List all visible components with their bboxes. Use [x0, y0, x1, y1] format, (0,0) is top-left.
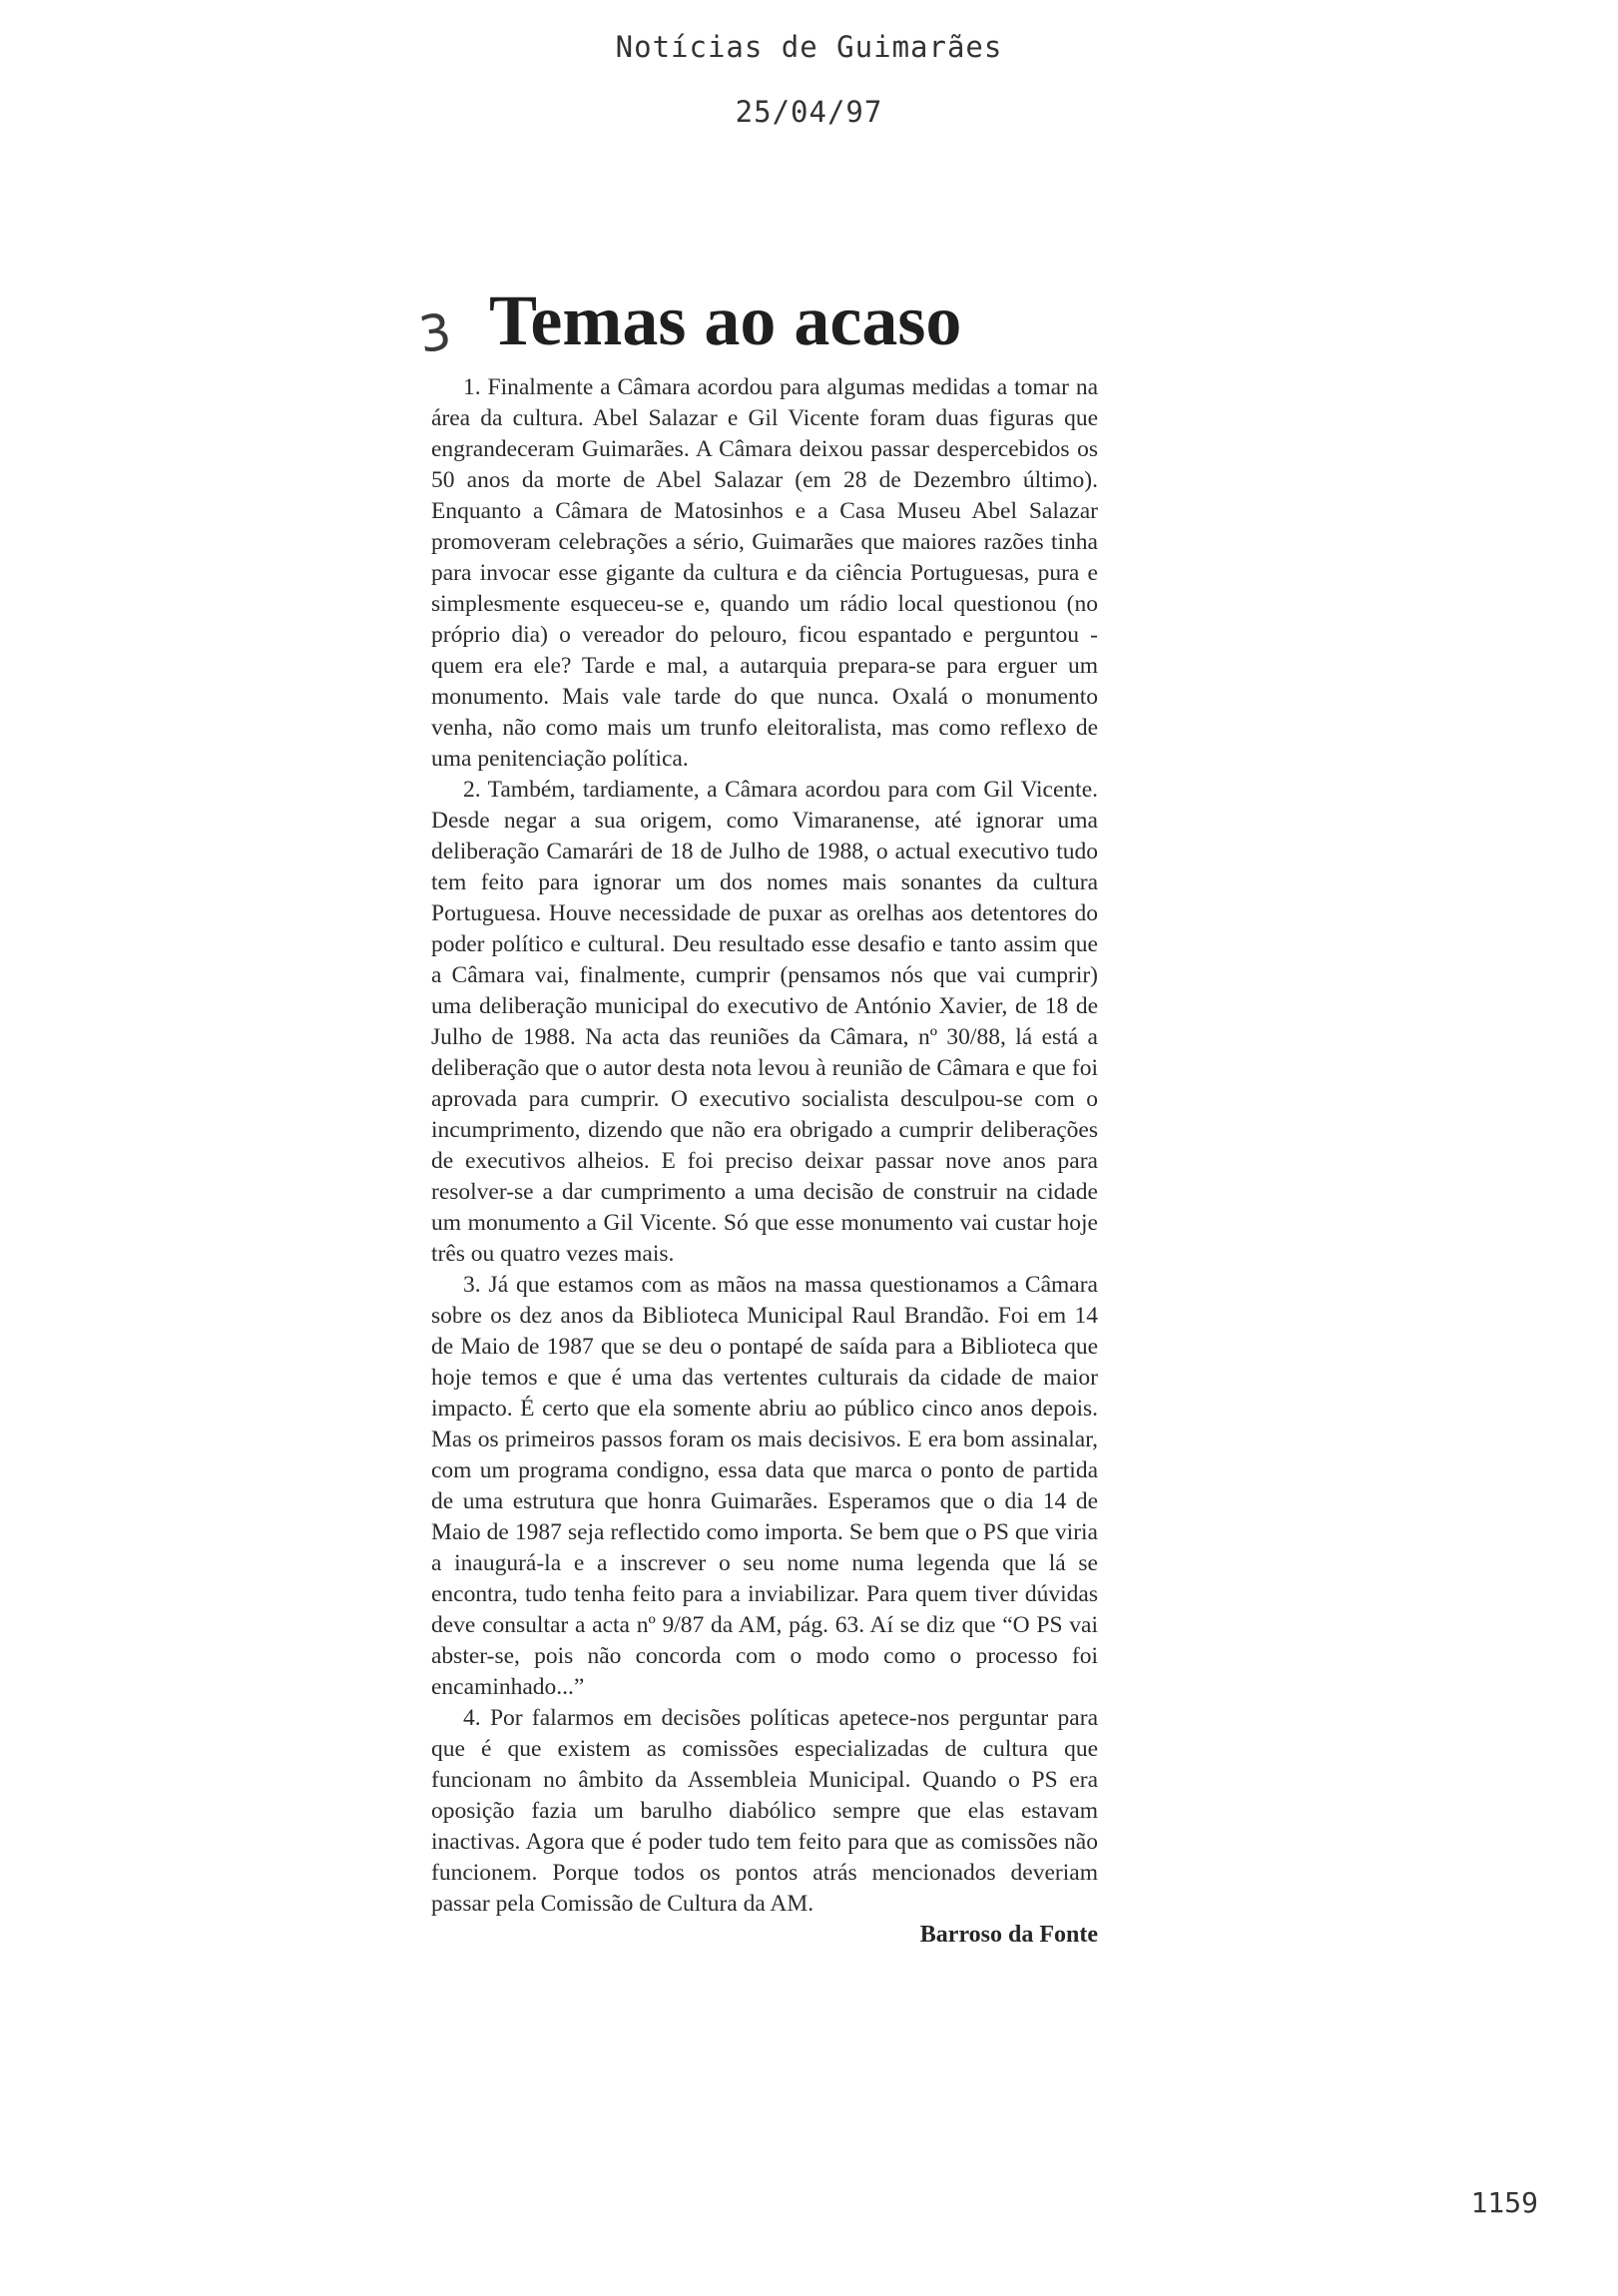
- article-title: Temas ao acaso: [489, 281, 962, 360]
- page-number: 1159: [1470, 2186, 1538, 2219]
- article-paragraph-4: 4. Por falarmos em decisões políticas apetece-nos perguntar para que é que existem as comissões especializadas de cultura que funcionam no âmbito da Assembleia Municipal. Quando o PS era oposição fazia um barulho diabólico sempre que elas estavam inactivas. Agora que é poder tudo tem feito para que as comissões não funcionem. Porque todos os pontos atrás mencionados deveriam passar pela Comissão de Cultura da AM.: [431, 1705, 1098, 1917]
- article-paragraph-2: 2. Também, tardiamente, a Câmara acordou para com Gil Vicente. Desde negar a sua origem, como Vimaranense, até ignorar uma deliberação Camarári de 18 de Julho de 1988, o actual executivo tudo tem feito para ignorar um dos nomes mais sonantes da cultura Portuguesa. Houve necessidade de puxar as orelhas aos detentores do poder político e cultural. Deu resultado esse desafio e tanto assim que a Câmara vai, finalmente, cumprir (pensamos nós que vai cumprir) uma deliberação municipal do executivo de António Xavier, de 18 de Julho de 1988. Na acta das reuniões da Câmara, nº 30/88, lá está a deliberação que o autor desta nota levou à reunião de Câmara e que foi aprovada para cumprir. O executivo socialista desculpou-se com o incumprimento, dizendo que não era obrigado a cumprir deliberações de executivos alheios. E foi preciso deixar passar nove anos para resolver-se a dar cumprimento a uma decisão de construir na cidade um monumento a Gil Vicente. Só que esse monumento vai custar hoje três ou quatro vezes mais.: [431, 777, 1098, 1267]
- publication-date: 25/04/97: [735, 95, 883, 129]
- article-paragraph-3: 3. Já que estamos com as mãos na massa questionamos a Câmara sobre os dez anos da Biblioteca Municipal Raul Brandão. Foi em 14 de Maio de 1987 que se deu o pontapé de saída para a Biblioteca que hoje temos e que é uma das vertentes culturais da cidade de maior impacto. É certo que ela somente abriu ao público cinco anos depois. Mas os primeiros passos foram os mais decisivos. E era bom assinalar, com um programa condigno, essa data que marca o ponto de partida de uma estrutura que honra Guimarães. Esperamos que o dia 14 de Maio de 1987 seja reflectido como importa. Se bem que o PS que viria a inaugurá-la e a inscrever o seu nome numa legenda que lá se encontra, tudo tenha feito para a inviabilizar. Para quem tiver dúvidas deve consultar a acta nº 9/87 da AM, pág. 63. Aí se diz que “O PS vai abster-se, pois não concorda com o modo como o processo foi encaminhado...”: [431, 1272, 1098, 1700]
- article-paragraph-1: 1. Finalmente a Câmara acordou para algumas medidas a tomar na área da cultura. Abel Salazar e Gil Vicente foram duas figuras que engrandeceram Guimarães. A Câmara deixou passar despercebidos os 50 anos da morte de Abel Salazar (em 28 de Dezembro último). Enquanto a Câmara de Matosinhos e a Casa Museu Abel Salazar promoveram celebrações a sério, Guimarães que maiores razões tinha para invocar esse gigante da cultura e da ciência Portuguesas, pura e simplesmente esqueceu-se e, quando um rádio local questionou (no próprio dia) o vereador do pelouro, ficou espantado e perguntou - quem era ele? Tarde e mal, a autarquia prepara-se para erguer um monumento. Mais vale tarde do que nunca. Oxalá o monumento venha, não como mais um trunfo eleitoralista, mas como reflexo de uma penitenciação política.: [431, 374, 1098, 772]
- publication-name: Notícias de Guimarães: [615, 30, 1003, 64]
- article-body: [431, 372, 1098, 1951]
- newspaper-clipping: [415, 265, 1098, 2041]
- author-signature: Barroso da Fonte: [919, 1922, 1098, 1948]
- handwritten-number-mark: 3: [415, 302, 455, 364]
